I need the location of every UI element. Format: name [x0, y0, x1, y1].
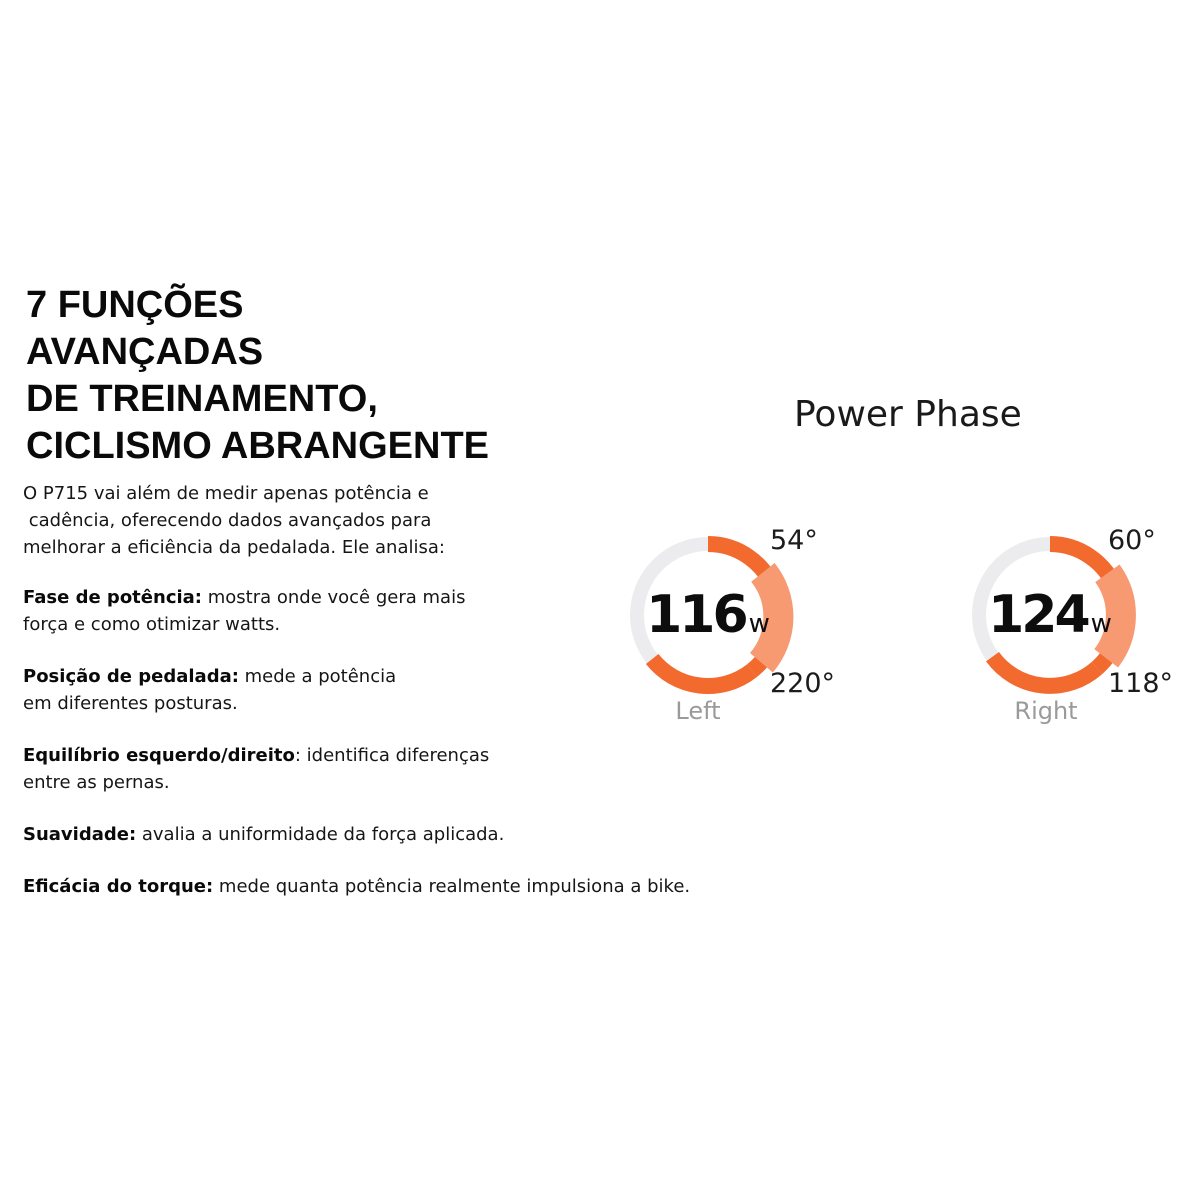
start-angle-right: 60° [1108, 525, 1156, 556]
feature-line-2: em diferentes posturas. [23, 693, 238, 714]
feature-term: Eficácia do torque: [23, 876, 214, 897]
feature-line [23, 873, 783, 900]
headline-line-4: CICLISMO ABRANGENTE [26, 425, 490, 467]
headline-line-1: 7 FUNÇÕES [26, 284, 244, 326]
feature-torque-effectiveness [23, 873, 783, 900]
intro-paragraph [23, 480, 543, 561]
feature-line [23, 821, 783, 848]
power-phase-title: Power Phase [794, 394, 1022, 435]
side-label-right: Right [1014, 697, 1078, 725]
feature-text: mede a potência [238, 666, 397, 687]
end-angle-left: 220° [770, 668, 836, 699]
headline-line-2: AVANÇADAS [26, 331, 264, 373]
power-value-right: 124 [988, 585, 1088, 645]
headline-line-3: DE TREINAMENTO, [26, 378, 378, 420]
feature-text: mostra onde você gera mais [202, 587, 466, 608]
feature-line-2: entre as pernas. [23, 772, 170, 793]
intro-line-3: melhorar a eficiência da pedalada. Ele analisa: [23, 537, 445, 558]
start-angle-left: 54° [770, 525, 818, 556]
power-unit-left: w [748, 609, 770, 639]
intro-line-1: O P715 vai além de medir apenas potência e [23, 483, 429, 504]
feature-smoothness [23, 821, 783, 848]
feature-term: Suavidade: [23, 824, 137, 845]
feature-line-2: força e como otimizar watts. [23, 614, 281, 635]
power-reading-left [628, 575, 788, 664]
feature-text: mede quanta potência realmente impulsiona a bike. [213, 876, 691, 897]
feature-term: Equilíbrio esquerdo/direito [23, 745, 295, 766]
end-angle-right: 118° [1108, 668, 1174, 699]
power-reading-right [970, 575, 1130, 664]
feature-term: Posição de pedalada: [23, 666, 239, 687]
side-label-left: Left [675, 697, 721, 725]
power-unit-right: w [1090, 609, 1112, 639]
feature-term: Fase de potência: [23, 587, 202, 608]
power-value-left: 116 [646, 585, 746, 645]
power-phase-gauge-right [970, 525, 1200, 740]
headline [26, 282, 586, 470]
feature-text: avalia a uniformidade da força aplicada. [136, 824, 505, 845]
intro-line-2: cadência, oferecendo dados avançados para [23, 510, 432, 531]
feature-left-right-balance [23, 742, 783, 796]
feature-text: : identifica diferenças [294, 745, 490, 766]
power-phase-gauge-left [628, 525, 868, 740]
feature-line [23, 742, 783, 769]
